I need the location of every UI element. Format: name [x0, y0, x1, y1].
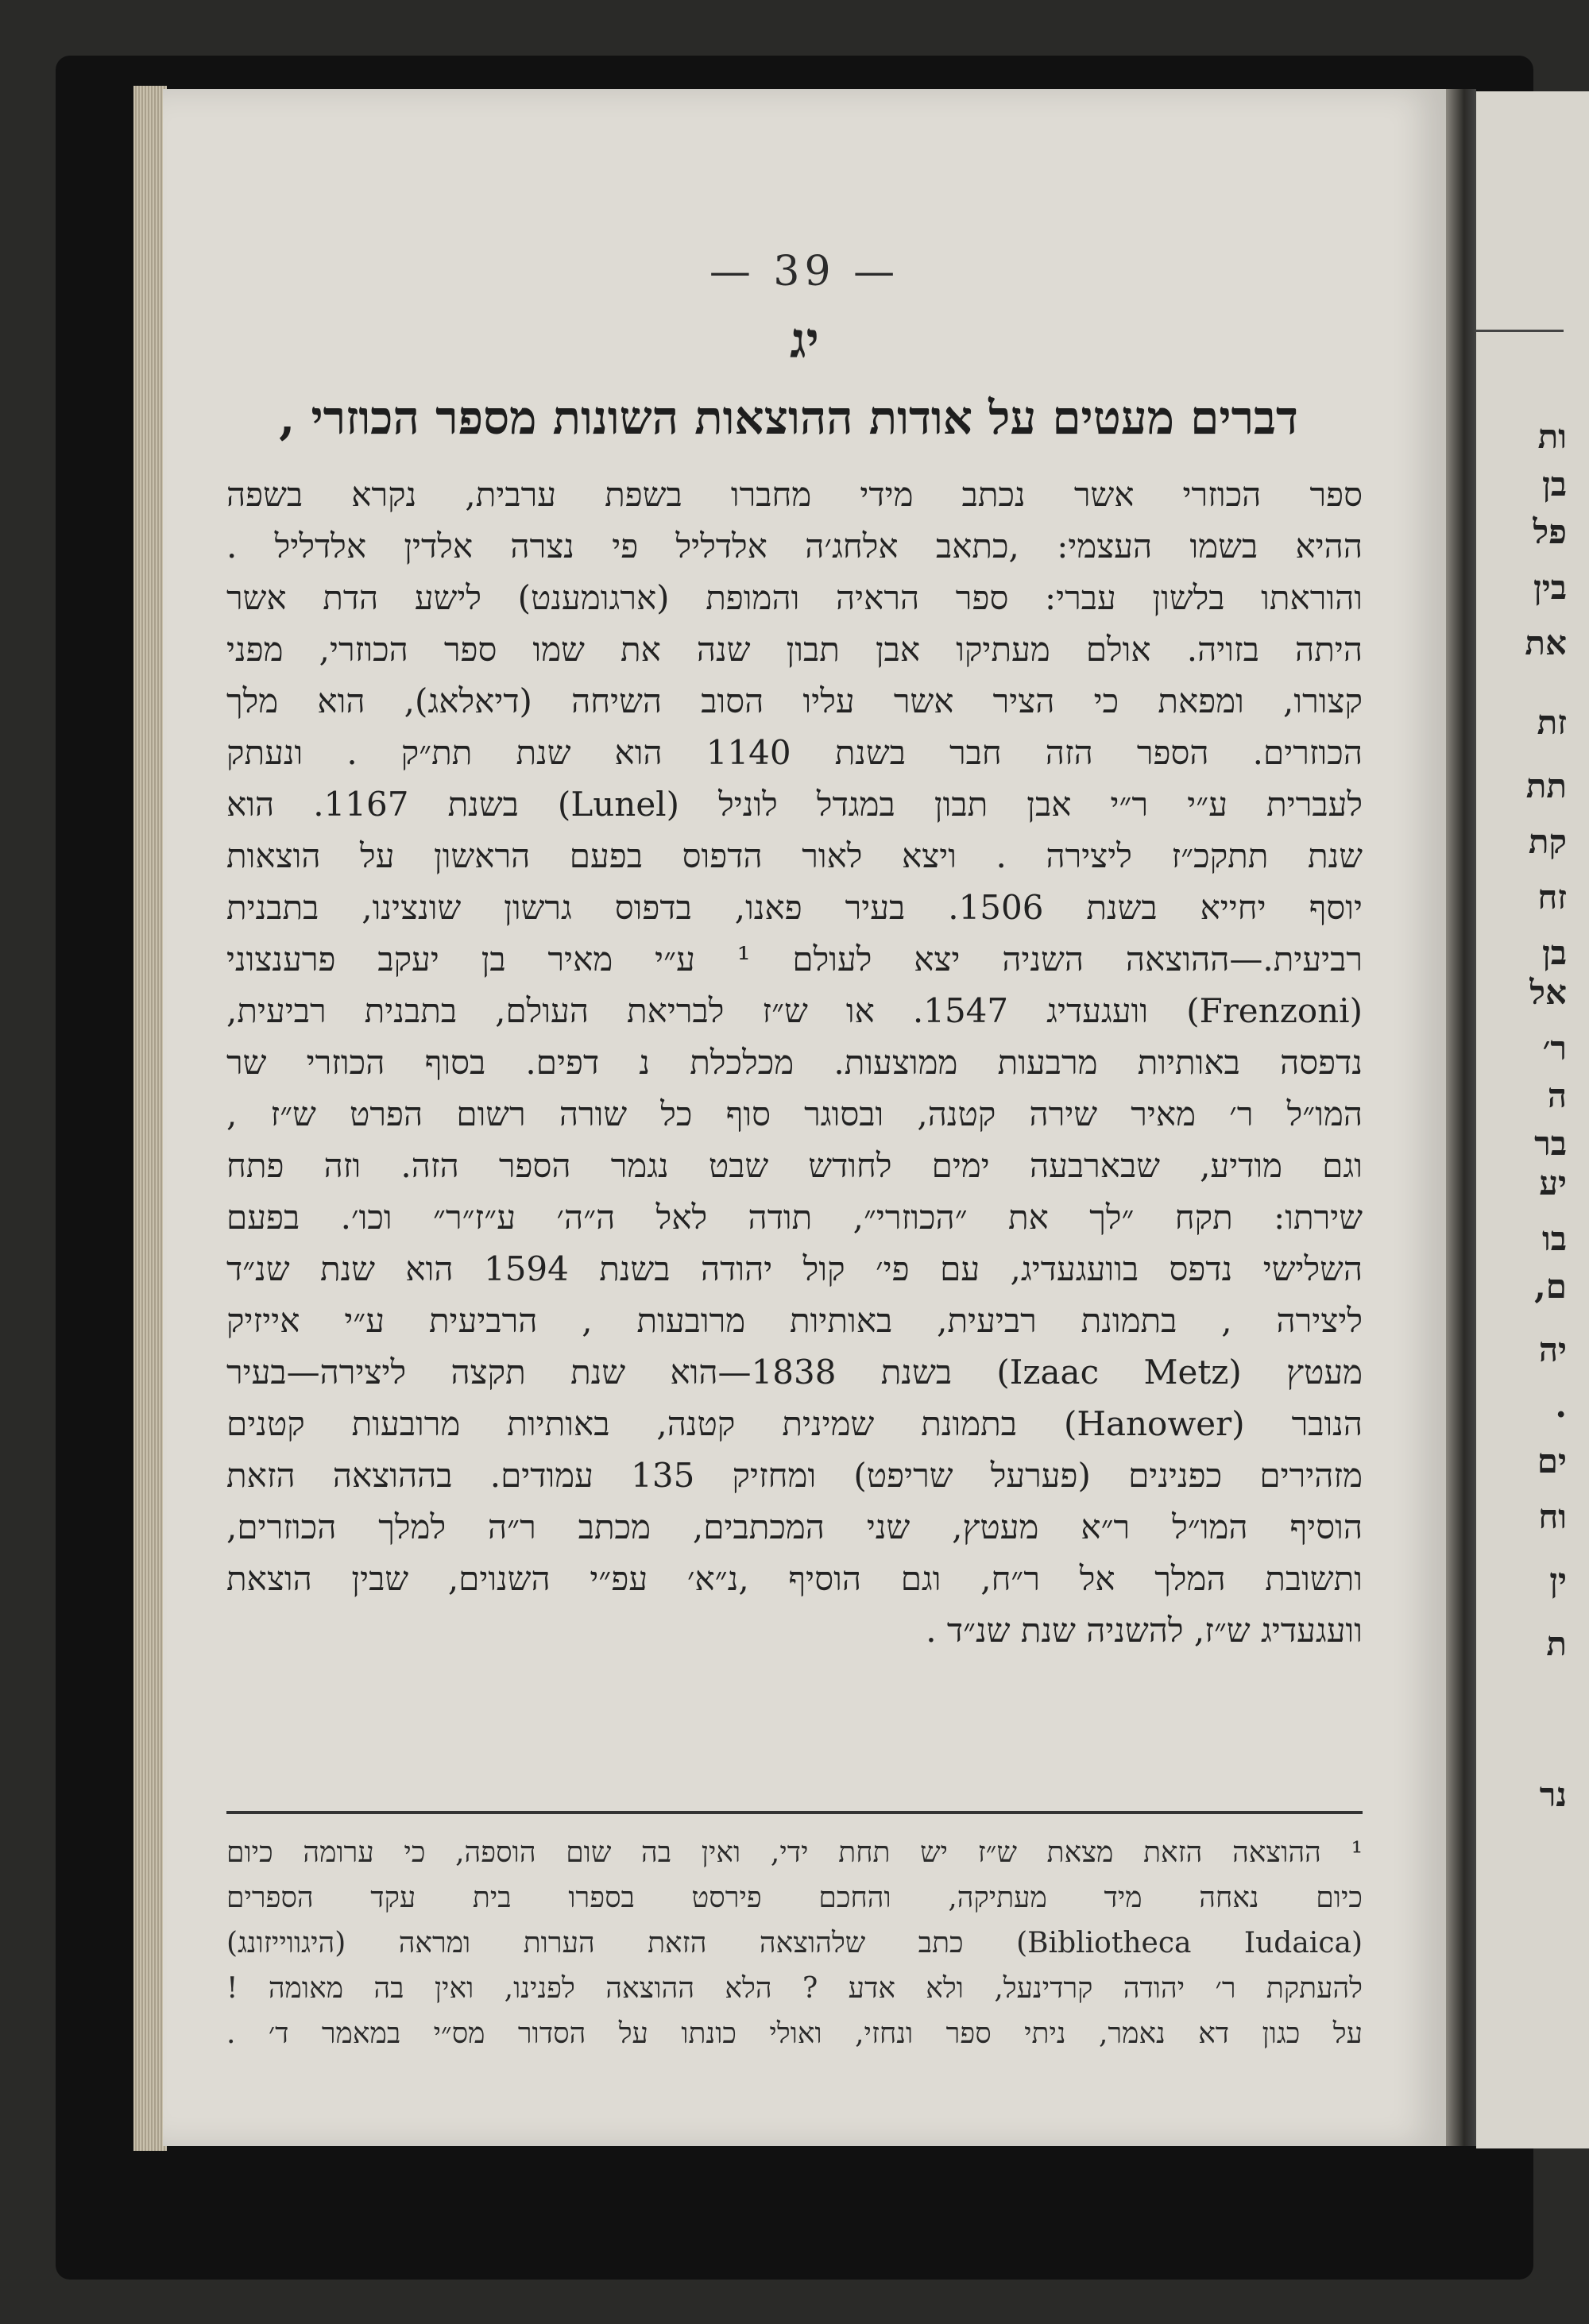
adjacent-page-text: בן [1542, 465, 1567, 504]
adjacent-page-text: ת [1546, 1624, 1567, 1663]
adjacent-page-fragment [1476, 91, 1589, 2148]
adjacent-page-text: ים [1537, 1442, 1567, 1480]
text-line: ספר הכוזרי אשר נכתב מידי מחברו בשפת ערבית, נקרא בשפה [226, 475, 1363, 514]
book-gutter [1446, 89, 1476, 2146]
text-line: השלישי נדפס בוועגעדיג, עם פי׳ קול יהודה בשנת 1594 הוא שנת שנ״ד [226, 1249, 1363, 1288]
text-line: יוסף יחייא בשנת 1506. בעיר פאנו, בדפוס גרשון שונצינו, בתבנית [226, 888, 1363, 927]
text-line: רביעית.—ההוצאה השניה יצא לעולם ¹ ע״י מאיר בן יעקב פרענצוני [226, 940, 1363, 979]
text-line: ההיא בשמו העצמי: ,כתאב אלחג׳ה אלדליל פי נצרה אלדין אלדליל . [226, 527, 1363, 566]
text-line: מעטץ (Izaac Metz) בשנת 1838—הוא שנת תקצה ליצירה—בעיר [226, 1353, 1363, 1392]
adjacent-page-text: פל [1533, 512, 1567, 551]
footnote-line: (Bibliotheca Iudaica) כתב שלהוצאה הזאת הערות ומראה (היגווייזונג) [226, 1927, 1363, 1959]
adjacent-page-text: וח [1538, 1497, 1567, 1536]
adjacent-page-text: נר [1539, 1775, 1567, 1814]
footnote-line: על כגון דא נאמר, ניתי ספר ונחזי, ואולי כונתו על הסדור מס״י במאמר ד׳ . [226, 2017, 1363, 2050]
text-line: נדפסה באותיות מרבעות ממוצעות. מכלכלת נ דפים. בסוף הכוזרי שר [226, 1043, 1363, 1082]
text-line: היתה בזויה. אולם מעתיקו אבן תבון שנה את שמו ספר הכוזרי, מפני [226, 630, 1363, 669]
book-page [163, 89, 1446, 2146]
adjacent-page-text: . [1555, 1386, 1567, 1425]
adjacent-page-text: זת [1537, 703, 1567, 742]
footnote-line: ¹ ההוצאה הזאת מצאת ש״ז יש תחת ידי, ואין בה שום הוספה, כי ערומה כיום [226, 1836, 1363, 1869]
text-line: ליצירה , בתמונת רביעית, באותיות מרובעות , הרביעית ע״י אייזיק [226, 1301, 1363, 1340]
adjacent-page-text: ה [1547, 1076, 1567, 1115]
text-line: וגם מודיע, שבארבעה ימים לחודש שבט נגמר הספר הזה. וזה פתח [226, 1146, 1363, 1185]
page-edges [133, 86, 167, 2151]
adjacent-page-text: ם, [1534, 1267, 1567, 1306]
text-line: ותשובת המלך אל ר״ח, וגם הוסיף ,נ״א׳ עפ״י השנוים, שבין הוצאת [226, 1559, 1363, 1598]
text-line: קצורו, ומפאת כי הציר אשר עליו הסוב השיחה (דיאלאג), הוא מלך [226, 681, 1363, 720]
footnote-line: להעתקת ר׳ יהודה קרדינעל, ולא אדע ? הלא ההוצאה לפנינו, ואין בה מאומה ! [226, 1972, 1363, 2005]
adjacent-page-text: יע [1539, 1164, 1567, 1203]
text-line: והוראתו בלשון עברי: ספר הראיה והמופת (ארגומענט) לישע הדת אשר [226, 578, 1363, 617]
text-line: וועגעדיג ש״ז, להשניה שנת שנ״ד . [926, 1611, 1363, 1650]
adjacent-page-text: ר׳ [1542, 1029, 1567, 1067]
text-line: שירתו: תקח ״לך את ״הכוזרי״, תודה לאל ה״ה׳ ע״ז״ר״ וכו׳. בפעם [226, 1198, 1363, 1237]
text-line: מזהירים כפנינים (פערעל שריפט) ומחזיק 135 עמודים. בההוצאה הזאת [226, 1456, 1363, 1495]
page-title: דברים מעטים על אודות ההוצאות השונות מספר הכוזרי , [279, 391, 1298, 445]
adjacent-page-text: בן [1542, 933, 1567, 972]
adjacent-page-text: בו [1542, 1219, 1567, 1258]
main-text [226, 469, 1363, 1656]
text-line: המו״ל ר׳ מאיר שירה קטנה, ובסוגר סוף כל שורה רשום הפרט ש״ז , [226, 1094, 1363, 1133]
adjacent-page-text: ות [1537, 417, 1567, 456]
text-line: הכוזרים. הספר הזה חבר בשנת 1140 הוא שנת תת״ק . ונעתק [226, 733, 1363, 772]
adjacent-page-text: ין [1549, 1561, 1567, 1600]
footnotes [226, 1830, 1363, 2056]
text-line: (Frenzoni) וועגעדיג 1547. או ש״ז לבריאת העולם, בתבנית רביעית, [226, 991, 1363, 1030]
text-line: שנת תתקכ״ז ליצירה . ויצא לאור הדפוס בפעם הראשון על הוצאות [226, 836, 1363, 875]
adjacent-page-text: אל [1529, 973, 1567, 1012]
adjacent-page-text: בין [1533, 568, 1567, 607]
adjacent-page-text: יה [1538, 1330, 1567, 1369]
adjacent-page-text: תת [1525, 766, 1567, 805]
footnote-divider [226, 1811, 1363, 1814]
section-number: יג [790, 311, 819, 369]
adjacent-page-rule [1476, 330, 1564, 332]
adjacent-page-text: בר [1534, 1124, 1567, 1163]
text-line: לעברית ע״י ר״י אבן תבון במגדל לוניל (Lunel) בשנת 1167. הוא [226, 785, 1363, 824]
adjacent-page-text: את [1525, 623, 1567, 662]
adjacent-page-text: זח [1537, 878, 1567, 917]
adjacent-page-text: קת [1528, 822, 1567, 861]
text-line: הנובר (Hanower) בתמונת שמינית קטנה, באותיות מרובעות קטנים [226, 1404, 1363, 1443]
page-number: — 39 — [709, 248, 900, 295]
footnote-line: כיום נאחה מיד מעתיקה, והחכם פירסט בספרו בית עקד הספרים [226, 1882, 1363, 1914]
text-line: הוסיף המו״ל ר״א מעטץ, שני המכתבים, מכתב ר״ה למלך הכוזרים, [226, 1508, 1363, 1546]
